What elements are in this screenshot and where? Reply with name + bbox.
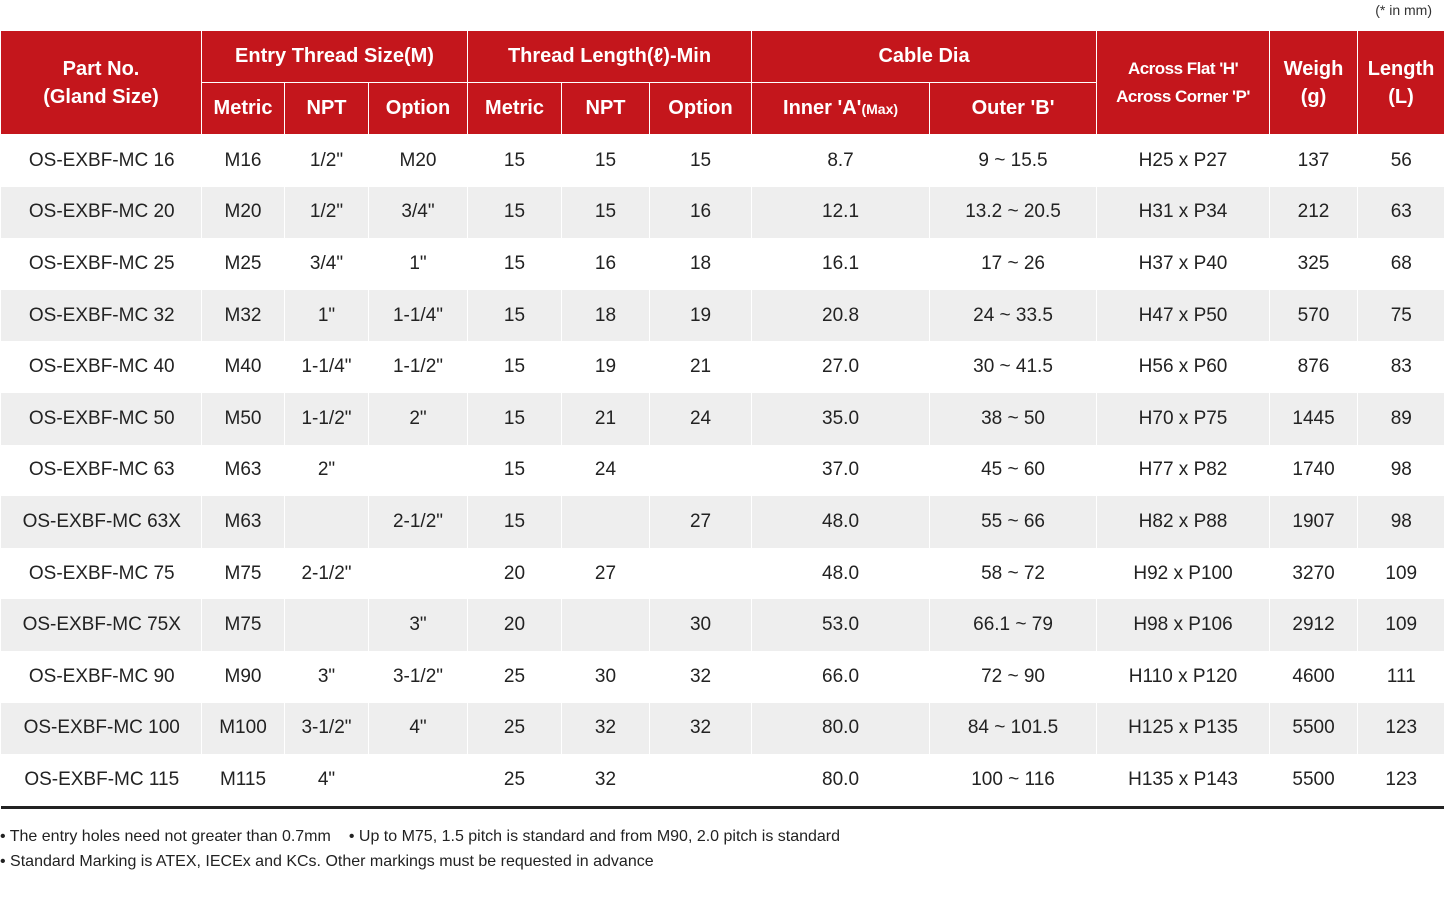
header-length-unit: (L) (1388, 85, 1414, 108)
cell-length-npt: 21 (562, 393, 650, 445)
cell-inner-a: 66.0 (752, 651, 930, 703)
cell-part-no: OS-EXBF-MC 115 (1, 754, 202, 807)
cell-weigh: 3270 (1270, 548, 1358, 600)
table-row (1, 135, 1444, 187)
table-row (1, 548, 1444, 600)
cell-across-flat-corner: H135 x P143 (1097, 754, 1270, 807)
cell-across-flat-corner: H92 x P100 (1097, 548, 1270, 600)
cell-inner-a: 37.0 (752, 445, 930, 497)
cell-length-npt (562, 599, 650, 651)
cell-length-option: 32 (650, 703, 752, 755)
cell-length-npt: 15 (562, 135, 650, 187)
table-row (1, 496, 1444, 548)
cell-inner-a: 48.0 (752, 548, 930, 600)
cell-length-metric: 20 (468, 599, 562, 651)
cell-weigh: 1445 (1270, 393, 1358, 445)
cell-length-metric: 20 (468, 548, 562, 600)
cell-length-npt: 24 (562, 445, 650, 497)
cell-weigh: 5500 (1270, 754, 1358, 807)
header-weigh (1270, 31, 1358, 135)
cell-entry-metric: M90 (202, 651, 285, 703)
cell-weigh: 1740 (1270, 445, 1358, 497)
cell-across-flat-corner: H82 x P88 (1097, 496, 1270, 548)
cell-length-option: 19 (650, 290, 752, 342)
cell-length-option (650, 754, 752, 807)
cell-length: 68 (1358, 238, 1444, 290)
cell-entry-option: 3" (369, 599, 468, 651)
cell-part-no: OS-EXBF-MC 90 (1, 651, 202, 703)
cell-entry-npt: 1/2" (285, 135, 369, 187)
cell-outer-b: 13.2 ~ 20.5 (930, 187, 1097, 239)
header-entry-metric: Metric (202, 83, 285, 135)
cell-length-metric: 15 (468, 445, 562, 497)
cell-entry-metric: M63 (202, 496, 285, 548)
header-entry-option: Option (369, 83, 468, 135)
cell-part-no: OS-EXBF-MC 50 (1, 393, 202, 445)
cell-outer-b: 38 ~ 50 (930, 393, 1097, 445)
cell-entry-metric: M16 (202, 135, 285, 187)
cell-part-no: OS-EXBF-MC 32 (1, 290, 202, 342)
header-length-npt: NPT (562, 83, 650, 135)
cell-inner-a: 48.0 (752, 496, 930, 548)
cell-inner-a: 27.0 (752, 341, 930, 393)
note-entry-holes: • The entry holes need not greater than 0.7mm (0, 828, 331, 845)
table-row (1, 599, 1444, 651)
cell-entry-npt: 3/4" (285, 238, 369, 290)
cell-entry-option: 1-1/4" (369, 290, 468, 342)
spec-table (0, 30, 1444, 809)
cell-length-option: 15 (650, 135, 752, 187)
cell-weigh: 1907 (1270, 496, 1358, 548)
cell-entry-npt (285, 496, 369, 548)
cell-entry-metric: M32 (202, 290, 285, 342)
cell-entry-metric: M20 (202, 187, 285, 239)
cell-entry-metric: M75 (202, 548, 285, 600)
cell-across-flat-corner: H125 x P135 (1097, 703, 1270, 755)
header-outer-b: Outer 'B' (930, 83, 1097, 135)
note-marking: • Standard Marking is ATEX, IECEx and KCs. Other markings must be requested in advance (0, 853, 654, 870)
header-part-no-sub: (Gland Size) (43, 85, 159, 108)
cell-weigh: 4600 (1270, 651, 1358, 703)
cell-outer-b: 30 ~ 41.5 (930, 341, 1097, 393)
cell-length: 123 (1358, 703, 1444, 755)
cell-entry-option (369, 445, 468, 497)
cell-entry-option (369, 548, 468, 600)
cell-length-metric: 15 (468, 187, 562, 239)
cell-entry-metric: M63 (202, 445, 285, 497)
cell-length-option (650, 445, 752, 497)
cell-entry-metric: M40 (202, 341, 285, 393)
cell-weigh: 5500 (1270, 703, 1358, 755)
table-row (1, 187, 1444, 239)
cell-length: 98 (1358, 445, 1444, 497)
cell-entry-npt: 3" (285, 651, 369, 703)
header-length-label: Length (1367, 57, 1435, 80)
cell-part-no: OS-EXBF-MC 20 (1, 187, 202, 239)
header-across (1097, 31, 1270, 135)
cell-entry-metric: M115 (202, 754, 285, 807)
cell-entry-npt: 1/2" (285, 187, 369, 239)
cell-length-npt: 15 (562, 187, 650, 239)
cell-entry-option: 3/4" (369, 187, 468, 239)
cell-across-flat-corner: H98 x P106 (1097, 599, 1270, 651)
table-row (1, 341, 1444, 393)
cell-length-metric: 15 (468, 290, 562, 342)
notes-line-1 (0, 824, 840, 849)
cell-length-option: 27 (650, 496, 752, 548)
cell-length-option (650, 548, 752, 600)
table-row (1, 445, 1444, 497)
cell-length-option: 30 (650, 599, 752, 651)
cell-entry-option: 2-1/2" (369, 496, 468, 548)
cell-length-option: 18 (650, 238, 752, 290)
cell-outer-b: 45 ~ 60 (930, 445, 1097, 497)
header-weigh-unit: (g) (1300, 85, 1327, 108)
cell-length-metric: 25 (468, 703, 562, 755)
cell-length-metric: 15 (468, 393, 562, 445)
note-pitch: • Up to M75, 1.5 pitch is standard and from M90, 2.0 pitch is standard (348, 828, 841, 845)
cell-entry-npt: 3-1/2" (285, 703, 369, 755)
cell-length: 83 (1358, 341, 1444, 393)
cell-inner-a: 8.7 (752, 135, 930, 187)
cell-length-option: 24 (650, 393, 752, 445)
cell-outer-b: 24 ~ 33.5 (930, 290, 1097, 342)
cell-inner-a: 53.0 (752, 599, 930, 651)
cell-length-npt: 27 (562, 548, 650, 600)
table-row (1, 754, 1444, 807)
cell-entry-option: 4" (369, 703, 468, 755)
cell-length-metric: 25 (468, 651, 562, 703)
cell-entry-npt: 1-1/2" (285, 393, 369, 445)
cell-outer-b: 9 ~ 15.5 (930, 135, 1097, 187)
unit-note: (* in mm) (1375, 2, 1432, 18)
cell-across-flat-corner: H37 x P40 (1097, 238, 1270, 290)
cell-entry-npt: 1" (285, 290, 369, 342)
cell-length-option: 16 (650, 187, 752, 239)
cell-across-flat-corner: H56 x P60 (1097, 341, 1270, 393)
header-length-metric: Metric (468, 83, 562, 135)
cell-length-npt: 30 (562, 651, 650, 703)
cell-outer-b: 100 ~ 116 (930, 754, 1097, 807)
table-row (1, 393, 1444, 445)
cell-weigh: 2912 (1270, 599, 1358, 651)
cell-entry-option: M20 (369, 135, 468, 187)
cell-length-option: 32 (650, 651, 752, 703)
header-inner-a (752, 83, 930, 135)
cell-length-metric: 25 (468, 754, 562, 807)
header-thread-length: Thread Length(ℓ)-Min (468, 31, 752, 83)
table-body (1, 135, 1444, 808)
cell-part-no: OS-EXBF-MC 40 (1, 341, 202, 393)
cell-part-no: OS-EXBF-MC 63 (1, 445, 202, 497)
cell-part-no: OS-EXBF-MC 25 (1, 238, 202, 290)
cell-length-npt: 18 (562, 290, 650, 342)
header-inner-a-label: Inner 'A' (783, 97, 862, 119)
cell-across-flat-corner: H25 x P27 (1097, 135, 1270, 187)
cell-length-metric: 15 (468, 341, 562, 393)
cell-length-npt: 16 (562, 238, 650, 290)
table-row (1, 703, 1444, 755)
cell-entry-npt: 2-1/2" (285, 548, 369, 600)
table-row (1, 290, 1444, 342)
cell-inner-a: 80.0 (752, 703, 930, 755)
cell-weigh: 325 (1270, 238, 1358, 290)
cell-inner-a: 12.1 (752, 187, 930, 239)
cell-across-flat-corner: H47 x P50 (1097, 290, 1270, 342)
cell-weigh: 212 (1270, 187, 1358, 239)
cell-outer-b: 55 ~ 66 (930, 496, 1097, 548)
header-weigh-label: Weigh (1283, 57, 1344, 80)
notes-line-2 (0, 849, 840, 874)
cell-across-flat-corner: H110 x P120 (1097, 651, 1270, 703)
cell-length: 98 (1358, 496, 1444, 548)
cell-inner-a: 16.1 (752, 238, 930, 290)
cell-length: 56 (1358, 135, 1444, 187)
cell-outer-b: 72 ~ 90 (930, 651, 1097, 703)
cell-outer-b: 58 ~ 72 (930, 548, 1097, 600)
cell-length-option: 21 (650, 341, 752, 393)
cell-length-npt: 32 (562, 703, 650, 755)
cell-length: 63 (1358, 187, 1444, 239)
cell-weigh: 137 (1270, 135, 1358, 187)
cell-across-flat-corner: H70 x P75 (1097, 393, 1270, 445)
cell-outer-b: 84 ~ 101.5 (930, 703, 1097, 755)
header-entry-thread: Entry Thread Size(M) (202, 31, 468, 83)
cell-part-no: OS-EXBF-MC 100 (1, 703, 202, 755)
header-cable-dia: Cable Dia (752, 31, 1097, 83)
cell-inner-a: 35.0 (752, 393, 930, 445)
cell-length-metric: 15 (468, 135, 562, 187)
cell-part-no: OS-EXBF-MC 75 (1, 548, 202, 600)
cell-outer-b: 66.1 ~ 79 (930, 599, 1097, 651)
cell-entry-option: 1" (369, 238, 468, 290)
header-across-corner: Across Corner 'P' (1116, 86, 1250, 106)
cell-length-npt (562, 496, 650, 548)
cell-part-no: OS-EXBF-MC 16 (1, 135, 202, 187)
cell-length: 111 (1358, 651, 1444, 703)
cell-length-npt: 19 (562, 341, 650, 393)
cell-entry-option: 2" (369, 393, 468, 445)
header-across-flat: Across Flat 'H' (1127, 58, 1239, 78)
cell-length: 109 (1358, 548, 1444, 600)
cell-entry-metric: M50 (202, 393, 285, 445)
cell-weigh: 876 (1270, 341, 1358, 393)
cell-entry-npt: 1-1/4" (285, 341, 369, 393)
cell-inner-a: 20.8 (752, 290, 930, 342)
cell-across-flat-corner: H31 x P34 (1097, 187, 1270, 239)
cell-entry-npt: 4" (285, 754, 369, 807)
cell-length-metric: 15 (468, 238, 562, 290)
cell-length: 109 (1358, 599, 1444, 651)
cell-entry-option (369, 754, 468, 807)
cell-outer-b: 17 ~ 26 (930, 238, 1097, 290)
cell-entry-option: 1-1/2" (369, 341, 468, 393)
cell-weigh: 570 (1270, 290, 1358, 342)
cell-length: 123 (1358, 754, 1444, 807)
table-row (1, 651, 1444, 703)
header-part-no (1, 31, 202, 135)
header-length-option: Option (650, 83, 752, 135)
cell-entry-metric: M75 (202, 599, 285, 651)
cell-entry-metric: M100 (202, 703, 285, 755)
cell-entry-npt: 2" (285, 445, 369, 497)
cell-part-no: OS-EXBF-MC 75X (1, 599, 202, 651)
cell-length-npt: 32 (562, 754, 650, 807)
cell-length: 89 (1358, 393, 1444, 445)
cell-across-flat-corner: H77 x P82 (1097, 445, 1270, 497)
header-entry-npt: NPT (285, 83, 369, 135)
table-row (1, 238, 1444, 290)
cell-length-metric: 15 (468, 496, 562, 548)
header-inner-a-max: (Max) (861, 101, 899, 117)
notes (0, 824, 840, 874)
header-length (1358, 31, 1444, 135)
cell-entry-metric: M25 (202, 238, 285, 290)
cell-entry-option: 3-1/2" (369, 651, 468, 703)
cell-length: 75 (1358, 290, 1444, 342)
cell-inner-a: 80.0 (752, 754, 930, 807)
header-part-no-label: Part No. (62, 57, 140, 80)
cell-part-no: OS-EXBF-MC 63X (1, 496, 202, 548)
cell-entry-npt (285, 599, 369, 651)
